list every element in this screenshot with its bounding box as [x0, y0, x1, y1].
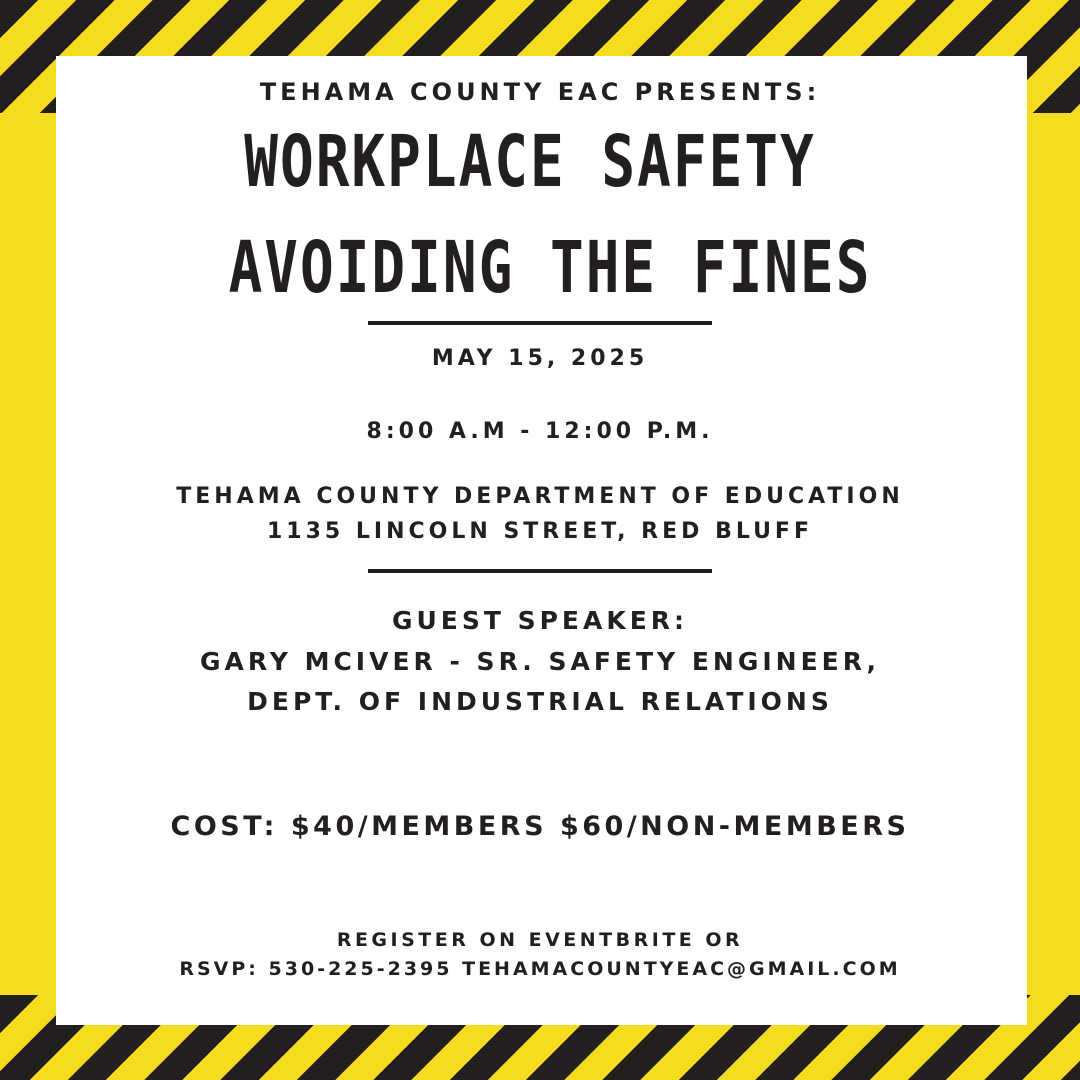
event-time: 8:00 A.M - 12:00 P.M.: [366, 419, 714, 444]
speaker-name-title: GARY MCIVER - SR. SAFETY ENGINEER,: [200, 647, 880, 676]
event-date: MAY 15, 2025: [431, 346, 649, 371]
register-line-1: REGISTER ON EVENTBRITE OR: [336, 929, 744, 951]
headline-line-2: AVOIDING THE FINES: [228, 226, 872, 311]
divider-bottom: [368, 569, 712, 573]
headline-line-1: WORKPLACE SAFETY: [244, 120, 816, 205]
speaker-organization: DEPT. OF INDUSTRIAL RELATIONS: [247, 687, 833, 716]
register-line-2: RSVP: 530-225-2395 TEHAMACOUNTYEAC@GMAIL.COM: [179, 958, 901, 980]
speaker-heading: GUEST SPEAKER:: [391, 606, 689, 635]
divider-top: [368, 321, 712, 325]
venue-name: TEHAMA COUNTY DEPARTMENT OF EDUCATION: [176, 484, 904, 509]
venue-address: 1135 LINCOLN STREET, RED BLUFF: [267, 519, 813, 544]
presenter-kicker: TEHAMA COUNTY EAC PRESENTS:: [259, 78, 821, 106]
cost-info: COST: $40/MEMBERS $60/NON-MEMBERS: [170, 811, 910, 842]
